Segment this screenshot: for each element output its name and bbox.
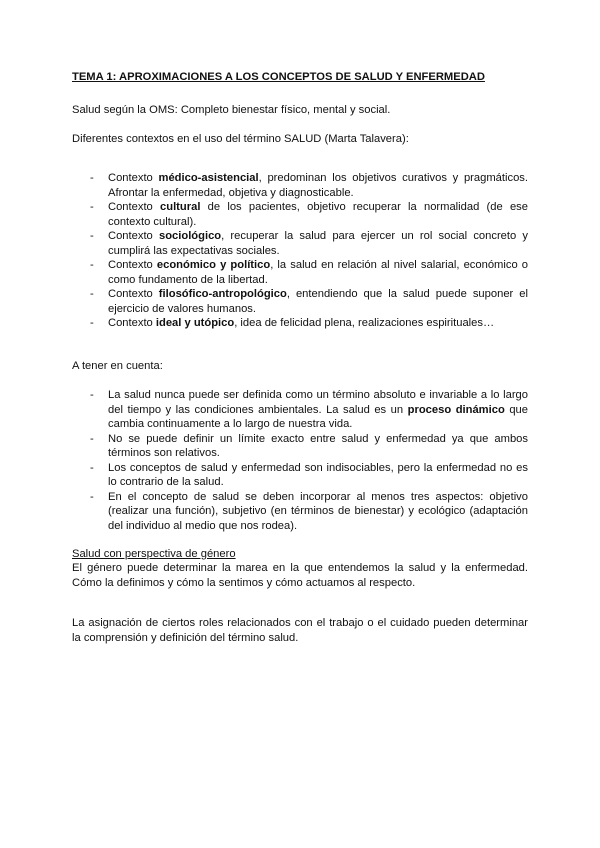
gender-section-title: Salud con perspectiva de género bbox=[72, 548, 236, 560]
contexts-intro: Diferentes contextos en el uso del término SALUD (Marta Talavera): bbox=[72, 133, 409, 145]
gender-section-body: El género puede determinar la marea en la que entendemos la salud y la enfermedad. Cómo la definimos y cómo la sentimos y cómo actuamos al respecto. bbox=[72, 562, 528, 589]
list-item: - Contexto sociológico, recuperar la salud para ejercer un rol social concreto y cumplirá las expectativas sociales. bbox=[90, 230, 529, 257]
page-title: TEMA 1: APROXIMACIONES A LOS CONCEPTOS DE SALUD Y ENFERMEDAD bbox=[72, 71, 485, 83]
bullet-dash: - bbox=[90, 172, 94, 184]
list-item: - La salud nunca puede ser definida como un término absoluto e invariable a lo largo del tiempo y las condiciones ambientales. La salud es un proceso dinámico que cambia continuamente a lo largo de nuestra vida. bbox=[90, 389, 529, 430]
contexts-list bbox=[72, 171, 528, 331]
bullet-dash: - bbox=[90, 317, 94, 329]
bullet-dash: - bbox=[90, 230, 94, 242]
bullet-dash: - bbox=[90, 461, 94, 474]
list-item: - Contexto económico y político, la salud en relación al nivel salarial, económico o como fundamento de la libertad. bbox=[90, 259, 529, 286]
list-item: - No se puede definir un límite exacto entre salud y enfermedad ya que ambos términos son relativos. bbox=[90, 432, 528, 459]
list-item: - En el concepto de salud se deben incorporar al menos tres aspectos: objetivo (realizar una función), subjetivo (en términos de bienestar) y ecológico (adaptación del individuo al medio que nos rodea). bbox=[90, 490, 528, 532]
list-item: - Contexto cultural de los pacientes, objetivo recuperar la normalidad (de ese contexto cultural). bbox=[90, 201, 528, 228]
bullet-dash: - bbox=[90, 389, 94, 401]
list-item: - Contexto filosófico-antropológico, entendiendo que la salud puede suponer el ejercicio de valores humanos. bbox=[90, 288, 528, 315]
list-item: - Los conceptos de salud y enfermedad son indisociables, pero la enfermedad no es lo contrario de la salud. bbox=[90, 461, 528, 488]
bullet-dash: - bbox=[90, 201, 94, 213]
notes-list bbox=[72, 388, 528, 533]
list-item: - Contexto médico-asistencial, predominan los objetivos curativos y pragmáticos. Afrontar la enfermedad, objetiva y diagnosticable. bbox=[90, 172, 528, 199]
oms-definition: Salud según la OMS: Completo bienestar físico, mental y social. bbox=[72, 104, 391, 116]
bullet-dash: - bbox=[90, 490, 94, 503]
roles-paragraph: La asignación de ciertos roles relacionados con el trabajo o el cuidado pueden determinar la comprensión y definición del término salud. bbox=[72, 617, 528, 644]
list-item: - Contexto ideal y utópico, idea de felicidad plena, realizaciones espirituales… bbox=[90, 317, 495, 329]
bullet-dash: - bbox=[90, 259, 94, 271]
section-heading-tener: A tener en cuenta: bbox=[72, 360, 163, 372]
bullet-dash: - bbox=[90, 432, 94, 445]
bullet-dash: - bbox=[90, 288, 94, 300]
